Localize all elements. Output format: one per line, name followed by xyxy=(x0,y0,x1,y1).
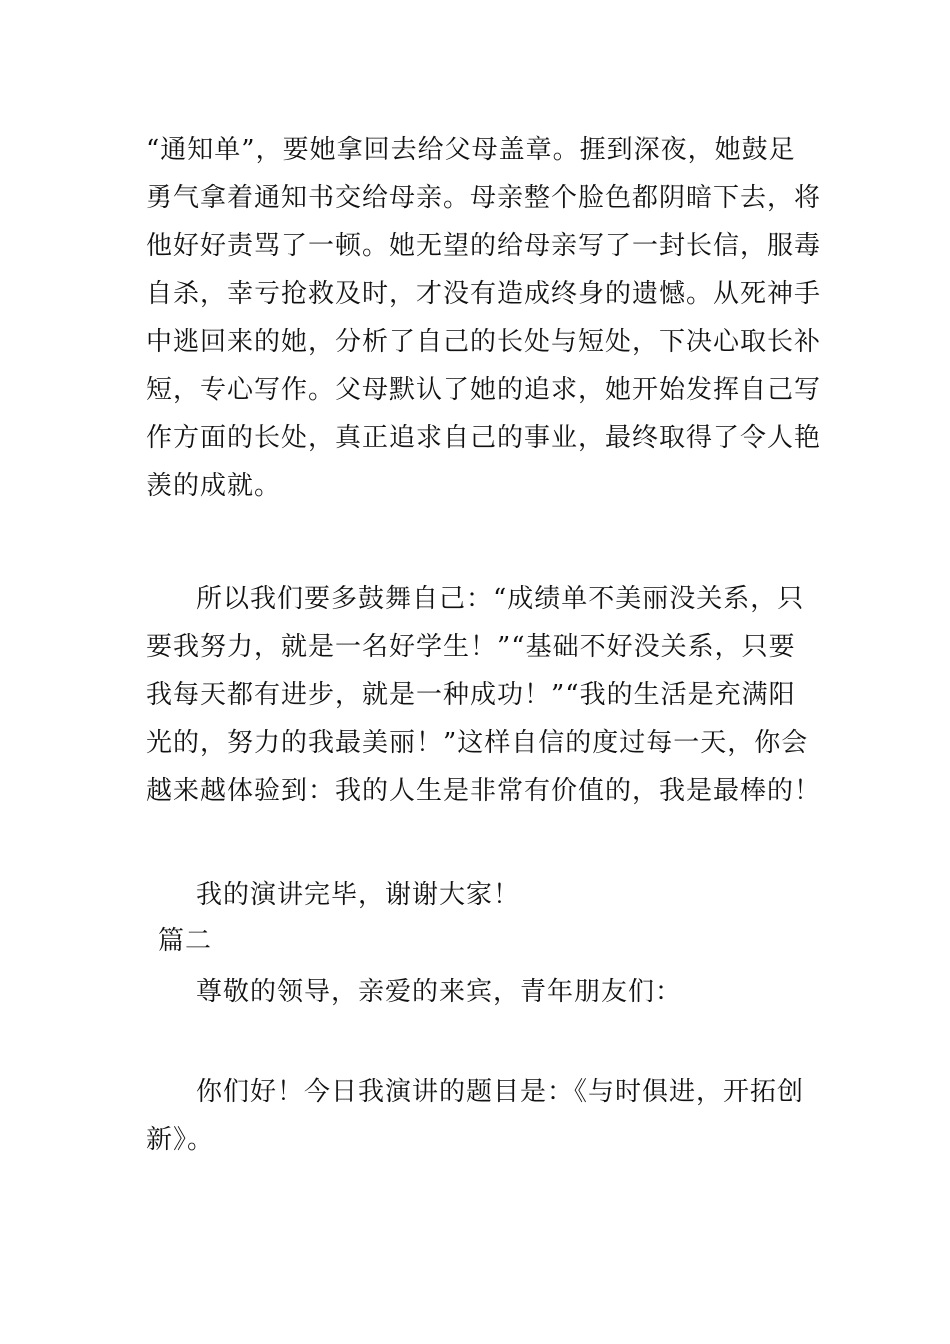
paragraph-3-line-2: 新》。 xyxy=(146,1125,215,1155)
paragraph-3-line-1: 你们好！今日我演讲的题目是：《与时俱进，开拓创 xyxy=(196,1077,805,1107)
paragraph-2-line-3: 我每天都有进步，就是一种成功！”“我的生活是充满阳 xyxy=(146,680,796,710)
salutation-line: 尊敬的领导，亲爱的来宾，青年朋友们： xyxy=(196,977,683,1007)
paragraph-1-line-7: 作方面的长处，真正追求自己的事业，最终取得了令人艳 xyxy=(146,423,822,453)
paragraph-1-line-1: “通知单”，要她拿回去给父母盖章。捱到深夜，她鼓足 xyxy=(146,135,796,165)
paragraph-1-line-3: 他好好责骂了一顿。她无望的给母亲写了一封长信，服毒 xyxy=(146,231,822,261)
paragraph-1-line-4: 自杀，幸亏抢救及时，才没有造成终身的遗憾。从死神手 xyxy=(146,279,822,309)
closing-line: 我的演讲完毕，谢谢大家！ xyxy=(196,880,521,910)
paragraph-1-line-5: 中逃回来的她，分析了自己的长处与短处，下决心取长补 xyxy=(146,327,822,357)
paragraph-1-line-6: 短，专心写作。父母默认了她的追求，她开始发挥自己写 xyxy=(146,375,822,405)
section-heading: 篇二 xyxy=(158,926,213,956)
paragraph-2-line-1: 所以我们要多鼓舞自己：“成绩单不美丽没关系，只 xyxy=(196,584,805,614)
paragraph-2-line-5: 越来越体验到：我的人生是非常有价值的，我是最棒的！ xyxy=(146,776,822,806)
paragraph-1-line-8: 羡的成就。 xyxy=(146,471,282,501)
paragraph-2-line-2: 要我努力，就是一名好学生！”“基础不好没关系，只要 xyxy=(146,632,796,662)
paragraph-2-line-4: 光的，努力的我最美丽！”这样自信的度过每一天，你会 xyxy=(146,728,809,758)
paragraph-1-line-2: 勇气拿着通知书交给母亲。母亲整个脸色都阴暗下去，将 xyxy=(146,183,822,213)
